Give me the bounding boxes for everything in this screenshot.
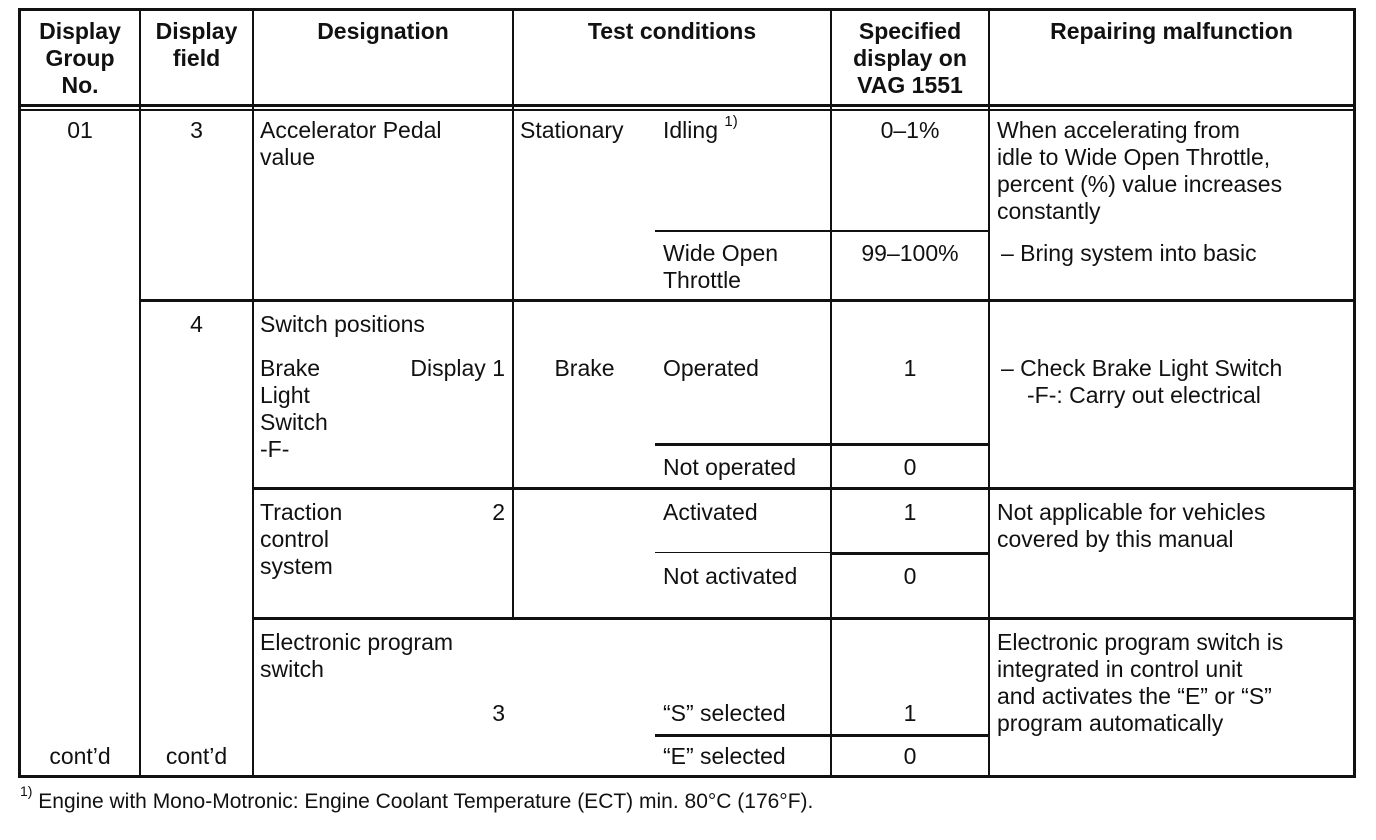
condition-operated: Operated (663, 355, 759, 381)
header-specified-display: Specified display on VAG 1551 (853, 18, 967, 98)
condition-stationary: Stationary (520, 117, 624, 143)
contd-field: cont’d (165, 743, 228, 769)
footnote-text: Engine with Mono-Motronic: Engine Coolant Temperature (ECT) min. 80°C (176°F). (32, 790, 814, 813)
value-not-operated: 0 (903, 454, 917, 480)
footnote-marker: 1) (20, 783, 33, 799)
value-e-selected: 0 (903, 743, 917, 769)
header-group-no: Display Group No. (39, 18, 121, 98)
repair-not-applicable: Not applicable for vehicles covered by this manual (997, 499, 1266, 552)
value-operated: 1 (903, 355, 917, 381)
condition-wide-open-throttle: Wide Open Throttle (663, 240, 779, 293)
designation-electronic-program-switch: Electronic program switch (260, 629, 454, 682)
display-3-number: 3 (492, 700, 505, 726)
condition-not-activated: Not activated (663, 563, 798, 589)
designation-switch-positions: Switch positions (260, 311, 425, 337)
condition-s-selected: “S” selected (663, 700, 786, 726)
repair-basic-setting: – Bring system into basic (1001, 240, 1257, 266)
value-activated: 1 (903, 499, 917, 525)
header-repairing-malfunction: Repairing malfunction (1050, 18, 1293, 44)
condition-not-operated: Not operated (663, 454, 796, 480)
designation-brake-light-switch: Brake Light Switch -F- (260, 355, 328, 462)
display-2-number: 2 (492, 499, 505, 525)
header-test-conditions: Test conditions (587, 18, 757, 44)
value-not-activated: 0 (903, 563, 917, 589)
value-idling: 0–1% (880, 117, 940, 143)
repair-electronic-program: Electronic program switch is integrated in control unit and activates the “E” or “S” program automatically (997, 629, 1284, 736)
designation-traction-control: Traction control system (260, 499, 343, 579)
condition-activated: Activated (663, 499, 758, 525)
condition-e-selected: “E” selected (663, 743, 786, 769)
value-s-selected: 1 (903, 700, 917, 726)
display-1-label: Display 1 (410, 355, 505, 381)
contd-group: cont’d (49, 743, 111, 769)
header-designation: Designation (317, 18, 449, 44)
group-number: 01 (67, 117, 93, 143)
condition-brake: Brake (554, 355, 615, 381)
value-wide-open-throttle: 99–100% (861, 240, 959, 266)
header-display-field: Display field (155, 18, 238, 71)
repair-accelerator: When accelerating from idle to Wide Open Throttle, percent (%) value increases constantly (997, 117, 1283, 224)
footnote-ref: 1) (724, 113, 738, 130)
repair-check-brake-switch: – Check Brake Light Switch -F-: Carry out electrical (1001, 355, 1283, 408)
condition-idling: Idling $^{1)}$ (663, 113, 738, 143)
footnote (20, 783, 814, 816)
field-number-3: 3 (190, 117, 203, 143)
field-number-4: 4 (190, 311, 203, 337)
designation-accelerator-pedal: Accelerator Pedal value (260, 117, 442, 170)
